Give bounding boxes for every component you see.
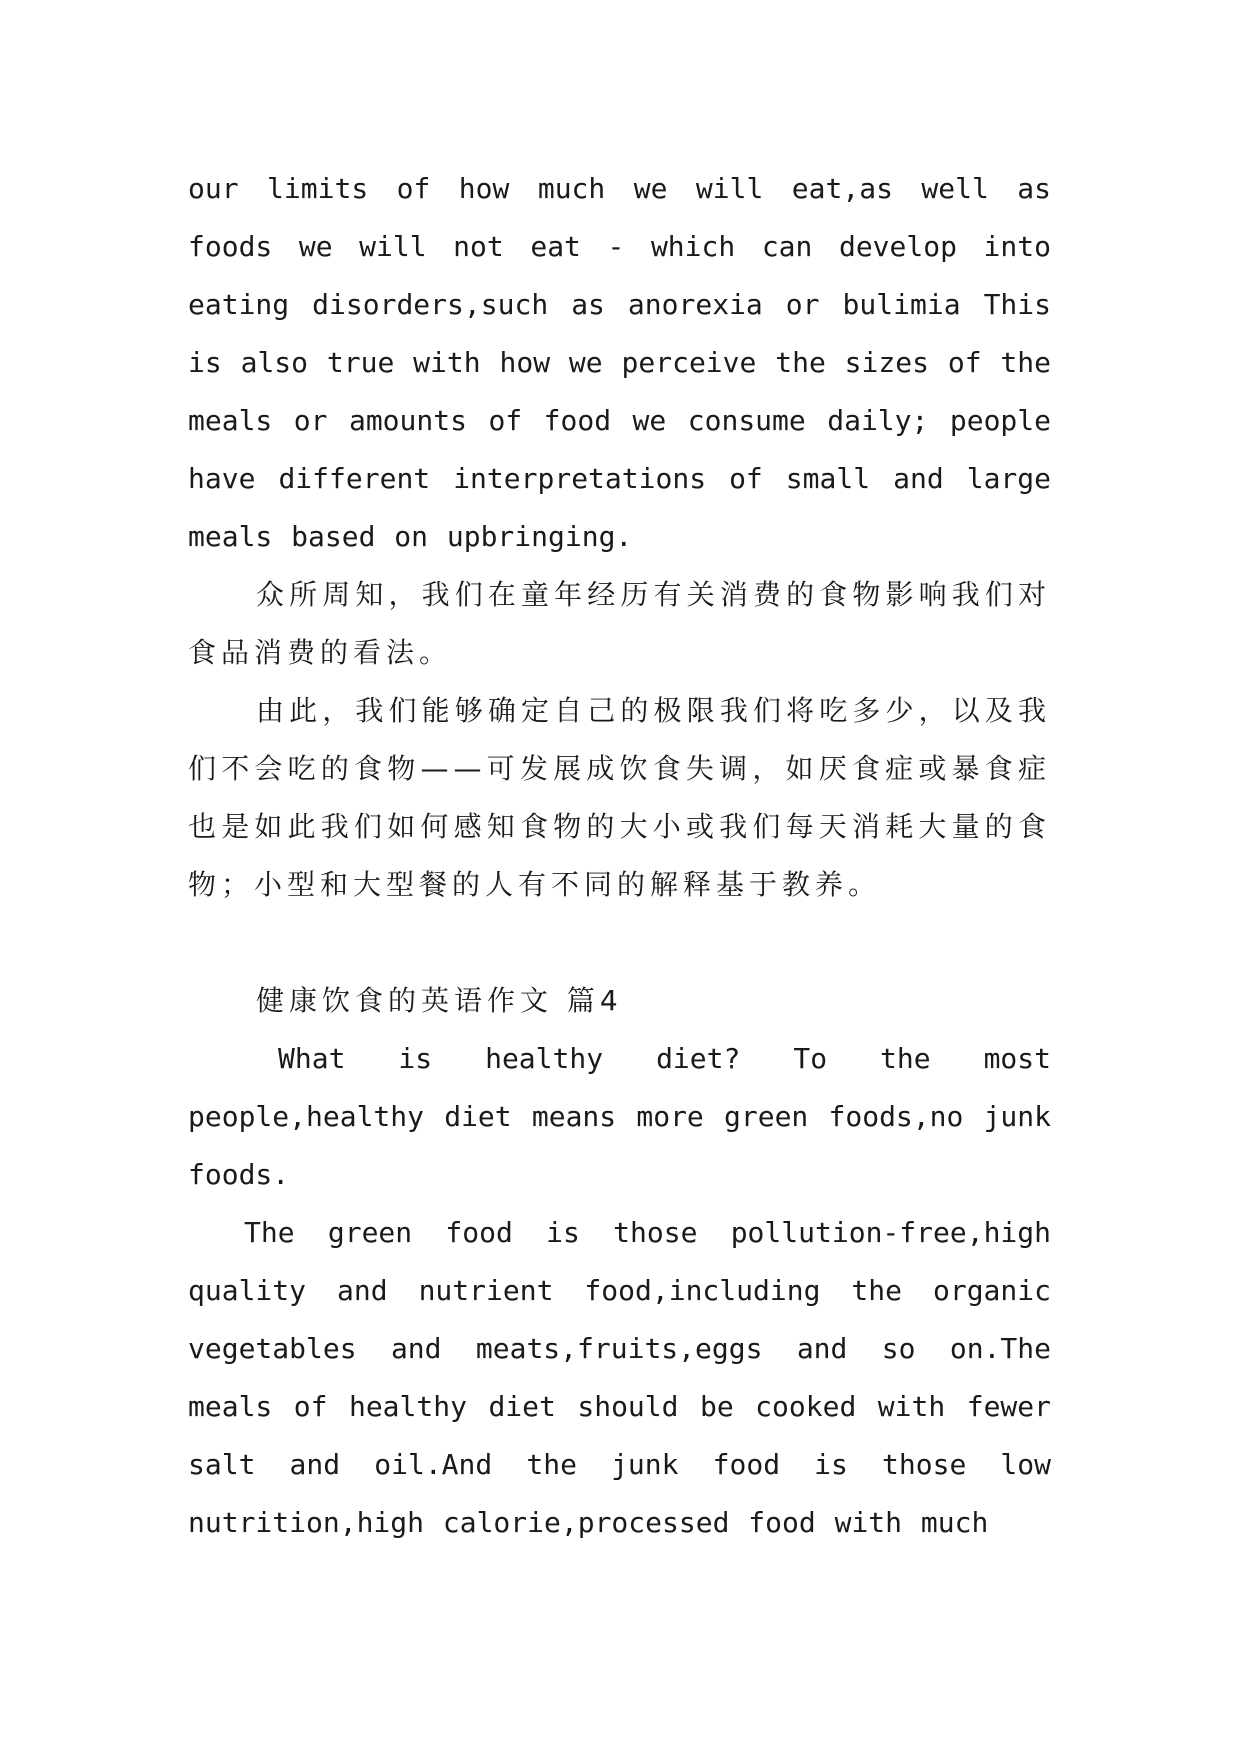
paragraph-green-food-en: The green food is those pollution-free,high quality and nutrient food,including the organic vegetables and meats,fruits,eggs and so on.The meals of healthy diet should be cooked with fewer salt and oil.And the junk food is those low nutrition,high calorie,processed food with much <box>188 1216 1051 1539</box>
paragraph-healthy-diet-en: What is healthy diet? To the most people,healthy diet means more green foods,no junk foods. <box>188 1042 1051 1191</box>
paragraph-limits-cn: 由此，我们能够确定自己的极限我们将吃多少，以及我们不会吃的食物——可发展成饮食失调，如厌食症或暴食症也是如此我们如何感知食物的大小或我们每天消耗大量的食物；小型和大型餐的人有不同的解释基于教养。 <box>188 694 1051 901</box>
paragraph-childhood-cn: 众所周知，我们在童年经历有关消费的食物影响我们对食品消费的看法。 <box>188 578 1051 669</box>
section-heading: 健康饮食的英语作文 篇4 <box>256 984 623 1017</box>
document-page <box>188 160 1051 1552</box>
paragraph-upbringing-en: our limits of how much we will eat,as well as foods we will not eat - which can develop into eating disorders,such as anorexia or bulimia This is also true with how we perceive the sizes of the meals or amounts of food we consume daily; people have different interpretations of small and large meals based on upbringing. <box>188 172 1051 553</box>
